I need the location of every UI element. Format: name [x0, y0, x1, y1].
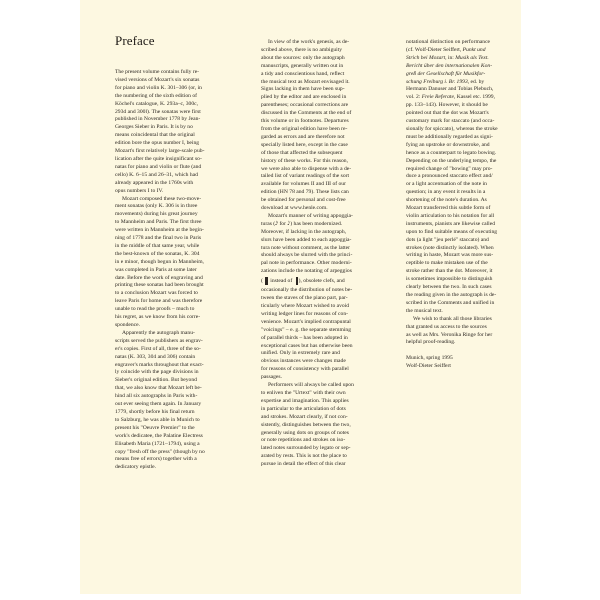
- text-line: unified. Only in extremely rare and: [261, 350, 340, 357]
- text-line: hind all six autographs in Paris with-: [115, 393, 198, 400]
- text-line: pursue in detail the effect of this clear: [261, 461, 346, 468]
- text-line: should always be slurred with the princi-: [261, 252, 353, 259]
- text-line: Mozart transferred this subtle form of: [406, 205, 491, 212]
- text-line: from the original edition have been re-: [261, 125, 348, 132]
- arpeggio-wavy-icon: [296, 277, 298, 285]
- text-line: generally using dots on groups of notes: [261, 429, 349, 436]
- text-line: a tidy and conscientious hand, reflect: [261, 70, 345, 77]
- text-column-3: [406, 39, 537, 371]
- text-line: the best-known of the sonatas, K. 304: [115, 250, 200, 257]
- text-line: that granted us access to the sources: [406, 323, 487, 330]
- paragraph: [406, 39, 537, 316]
- text-line: tailed list of variant readings of the sort: [261, 173, 350, 180]
- text-line: occasionally the distribution of notes be-: [261, 287, 353, 294]
- text-line: sistently, distinguishes between the two,: [261, 421, 351, 428]
- text-line: to a conclusion Mozart was forced to: [115, 290, 198, 297]
- text-line: be obtained for personal and cost-free: [261, 197, 346, 204]
- text-line: scribed in the Comments and unified in: [406, 299, 495, 306]
- text-line: Performers will always be called upon: [268, 382, 354, 389]
- text-line: 1779, shortly before his final return: [115, 408, 195, 415]
- text-line: discussed in the Comments at the end of: [261, 110, 352, 117]
- text-line: required change of "bowing" may pro-: [406, 165, 493, 172]
- text-line: passages.: [261, 374, 282, 381]
- arpeggio-notation-line: ( instead of ), obsolete clefs, and: [261, 278, 345, 285]
- text-line: arated by rests. This is not the place to: [261, 453, 347, 460]
- text-line: for piano and violin K. 301–306 (or, in: [115, 84, 202, 91]
- text-line: Depending on the underlying tempo, the: [406, 157, 497, 164]
- text-line: or note repetitions and strokes on iso-: [261, 437, 346, 444]
- document-page: [80, 0, 521, 594]
- text-line: specially listed here, except in the case: [261, 141, 348, 148]
- signature: [406, 355, 537, 371]
- text-line: Strich bei Mozart, in: Musik als Text.: [406, 54, 489, 61]
- text-line: date. Before the work of engraving and: [115, 274, 203, 281]
- text-line: must be additionally regarded as signi-: [406, 133, 493, 140]
- text-line: published in November 1778 by Jean-: [115, 116, 201, 123]
- text-line: shortening of the note's duration. As: [406, 197, 487, 204]
- text-line: Signs lacking in them have been sup-: [261, 86, 345, 93]
- text-line: Moreover, if lacking in the autograph,: [261, 228, 347, 235]
- text-line: spondence.: [115, 322, 141, 328]
- text-line: ly coincide with the page divisions in: [115, 369, 199, 376]
- page-title: Preface: [115, 33, 155, 48]
- text-line: stroke rather than the dot. Moreover, it: [406, 268, 493, 275]
- text-line: Mozart's first relatively large-scale pub-: [115, 148, 205, 155]
- text-line: the musical text as Mozart envisaged it.: [261, 78, 350, 85]
- text-line: 293d and 300l). The sonatas were first: [115, 108, 201, 115]
- text-line: is sometimes impossible to distinguish: [406, 276, 493, 283]
- text-column-1: [115, 69, 246, 472]
- text-line: history of these works. For this reason,: [261, 157, 349, 164]
- text-line: clearly between the two. In such cases: [406, 284, 492, 291]
- text-line: and strokes. Mozart clearly, if not con-: [261, 413, 348, 420]
- text-line: printing these sonatas had been brought: [115, 282, 204, 289]
- text-line: to Salzburg, he was able in Munich to: [115, 416, 200, 423]
- text-line: scripts served the publishers as engrav-: [115, 337, 203, 344]
- text-line: edition (HN 78 and 79). These lists can: [261, 189, 349, 196]
- text-line: to enliven the "Urtext" with their own: [261, 389, 346, 396]
- paragraph: [406, 316, 537, 348]
- text-line: violin articulation to his notation for all: [406, 212, 495, 219]
- text-line: The present volume contains fully re-: [115, 69, 200, 75]
- text-line: writing ledger lines for reasons of con-: [261, 310, 348, 317]
- text-line: about the sources: only the autograph: [261, 54, 345, 61]
- text-line: ment sonatas (only K. 306 is in three: [115, 203, 198, 210]
- text-line: zations include the notating of arpeggios: [261, 268, 352, 275]
- text-line: copy "fresh off the press" (though by no: [115, 448, 205, 455]
- text-line: customary mark for staccato (and occa-: [406, 118, 495, 125]
- text-line: cello) K. 6–15 and 26–31, which had: [115, 171, 198, 178]
- text-line: the musical text.: [406, 307, 443, 314]
- text-line: pal note in performance. Other moderni-: [261, 260, 352, 267]
- text-line: Apparently the autograph manu-: [122, 329, 195, 336]
- text-line: in e minor, though begun in Mannheim,: [115, 258, 204, 265]
- text-line: available for volumes II and III of our: [261, 181, 346, 188]
- text-line: already appeared in the 1760s with: [115, 179, 194, 186]
- text-line: natas (K. 303, 304 and 306) contain: [115, 353, 196, 360]
- text-line: out ever seeing them again. In January: [115, 401, 202, 408]
- text-line: the numbering of the sixth edition of: [115, 92, 198, 99]
- text-line: slurs have been added to each appoggia-: [261, 236, 352, 243]
- text-line: edition bore the opus number I, being: [115, 140, 200, 147]
- text-line: ceptible to make mistaken use of the: [406, 260, 488, 267]
- text-line: "voicings" – e. g. the separate stemming: [261, 326, 352, 333]
- text-line: ticularly where Mozart wished to avoid: [261, 303, 350, 309]
- signature-author: Wolf-Dieter Seiffert: [406, 363, 451, 370]
- text-line: garded as errors and are therefore not: [261, 133, 345, 140]
- paragraph: [115, 196, 246, 330]
- text-line: were written in Mannheim at the begin-: [115, 227, 204, 234]
- text-line: strokes (note distinctly isolated). When: [406, 244, 494, 251]
- text-line: movements) during his great journey: [115, 211, 198, 218]
- text-line: was completed in Paris at some later: [115, 266, 197, 273]
- text-line: vol. 2: Freie Referate, Kassel etc. 1999,: [406, 94, 495, 101]
- text-line: schung Freiburg i. Br. 1993, ed. by: [406, 78, 485, 85]
- text-line: Georges Sieber in Paris. It is by no: [115, 124, 193, 131]
- text-line: We wish to thank all those libraries: [413, 315, 492, 322]
- text-line: greß der Gesellschaft für Musikfor-: [406, 70, 486, 77]
- text-line: Mozart's manner of writing appoggia-: [268, 212, 353, 219]
- text-line: leave Paris for home and was therefore: [115, 298, 203, 305]
- paragraph: [261, 382, 392, 469]
- text-line: Mozart composed these two-move-: [122, 195, 202, 202]
- text-line: question; in any event it results in a: [406, 189, 486, 196]
- text-line: parentheses; occasional corrections are: [261, 102, 349, 109]
- text-line: plied by the editor and are enclosed in: [261, 94, 347, 101]
- text-line: er's copies. First of all, three of the so-: [115, 345, 201, 352]
- text-line: dots (a light "jeu perlé" staccato) and: [406, 236, 489, 243]
- text-line: fying an upstroke or downstroke, and: [406, 141, 490, 148]
- text-line: notational distinction on performance: [406, 39, 491, 45]
- arpeggio-bracket-icon: [265, 277, 268, 285]
- text-line: helpful proof-reading.: [406, 339, 456, 346]
- text-line: writing in haste, Mozart was more sus-: [406, 252, 494, 259]
- text-line: In view of the work's genesis, as de-: [268, 39, 350, 45]
- text-line: to Mannheim and Paris. The first three: [115, 219, 202, 226]
- text-line: download at www.henle.com.: [261, 205, 328, 212]
- text-line: in the middle of that same year, while: [115, 242, 200, 249]
- text-line: Bericht über den internationalen Kon-: [406, 62, 493, 69]
- text-line: tura note without comment, as the latter: [261, 244, 351, 251]
- text-line: the reading given in the autograph is de-: [406, 292, 497, 298]
- text-line: obvious instances were changes made: [261, 358, 346, 365]
- text-line: work's dedicatee, the Palatine Electress: [115, 432, 203, 439]
- text-line: instruments, pianists are likewise called: [406, 220, 496, 227]
- text-line: turas (𝅘𝅥𝅯 for 𝅘𝅥𝅮) has been modernized.: [261, 220, 343, 227]
- text-line: expertise and imagination. This applies: [261, 397, 349, 404]
- text-line: lated notes surrounded by legato or sep-: [261, 445, 351, 452]
- text-line: means coincidental that the original: [115, 132, 195, 139]
- text-line: pp. 133–143). However, it should be: [406, 102, 488, 109]
- text-line: dedicatory epistle.: [115, 464, 157, 471]
- paragraph: [261, 213, 392, 382]
- text-line: (cf. Wolf-Dieter Seiffert, Punkt und: [406, 46, 486, 53]
- text-line: manuscripts, generally written out in: [261, 62, 344, 69]
- text-line: unable to read the proofs – much to: [115, 306, 195, 313]
- text-line: that, we also know that Mozart left be-: [115, 385, 202, 392]
- text-line: Sieber's original edition. But beyond: [115, 377, 197, 384]
- text-line: pointed out that the dot was Mozart's: [406, 110, 489, 117]
- text-line: scribed above, there is no ambiguity: [261, 46, 343, 53]
- text-line: present his "Oeuvre Premier" to the: [115, 424, 195, 431]
- signature-place-date: Munich, spring 1995: [406, 355, 453, 362]
- text-line: ning of 1778 and the final two in Paris: [115, 235, 202, 242]
- text-line: hence as a counterpart to legato bowing.: [406, 149, 497, 156]
- text-line: this volume or in footnotes. Departures: [261, 118, 349, 125]
- text-line: venience. Mozart's implied contrapuntal: [261, 318, 351, 325]
- text-line: or a light accentuation of the note in: [406, 181, 487, 188]
- text-line: in particular to the articulation of dots: [261, 405, 346, 412]
- text-line: duce a pronounced staccato effect and/: [406, 173, 493, 180]
- text-line: upon to find suitable means of executing: [406, 228, 498, 235]
- text-column-2: [261, 39, 392, 469]
- text-line: Hermann Danuser and Tobias Plebuch,: [406, 86, 494, 93]
- paragraph: [115, 69, 246, 196]
- text-line: of those that affected the subsequent: [261, 149, 343, 156]
- text-line: Köchel's catalogue, K. 293a–c, 300c,: [115, 100, 199, 107]
- text-line: lication after the quite insignificant so-: [115, 155, 202, 162]
- text-line: his regret, as we know from his corre-: [115, 314, 201, 321]
- text-line: Elisabeth Maria (1721–1794), using a: [115, 440, 200, 447]
- text-line: as well as Mrs. Veronika Ringe for her: [406, 331, 493, 338]
- text-line: for reasons of consistency with parallel: [261, 366, 349, 373]
- text-line: engraver's marks throughout that exact-: [115, 361, 204, 368]
- text-line: opus numbers I to IV.: [115, 187, 164, 194]
- text-line: vised versions of Mozart's six sonatas: [115, 76, 200, 83]
- text-line: exceptional cases but has otherwise been: [261, 342, 353, 349]
- text-line: natas for piano and violin or flute (and: [115, 163, 202, 170]
- text-line: means free of errors) together with a: [115, 456, 197, 463]
- text-line: tween the staves of the piano part, par-: [261, 295, 348, 302]
- text-line: sionally for spiccato), whereas the stroke: [406, 125, 498, 132]
- text-line: of parallel thirds – has been adopted in: [261, 334, 348, 341]
- paragraph: [115, 330, 246, 472]
- text-line: we were also able to dispense with a de-: [261, 165, 352, 172]
- paragraph: [261, 39, 392, 213]
